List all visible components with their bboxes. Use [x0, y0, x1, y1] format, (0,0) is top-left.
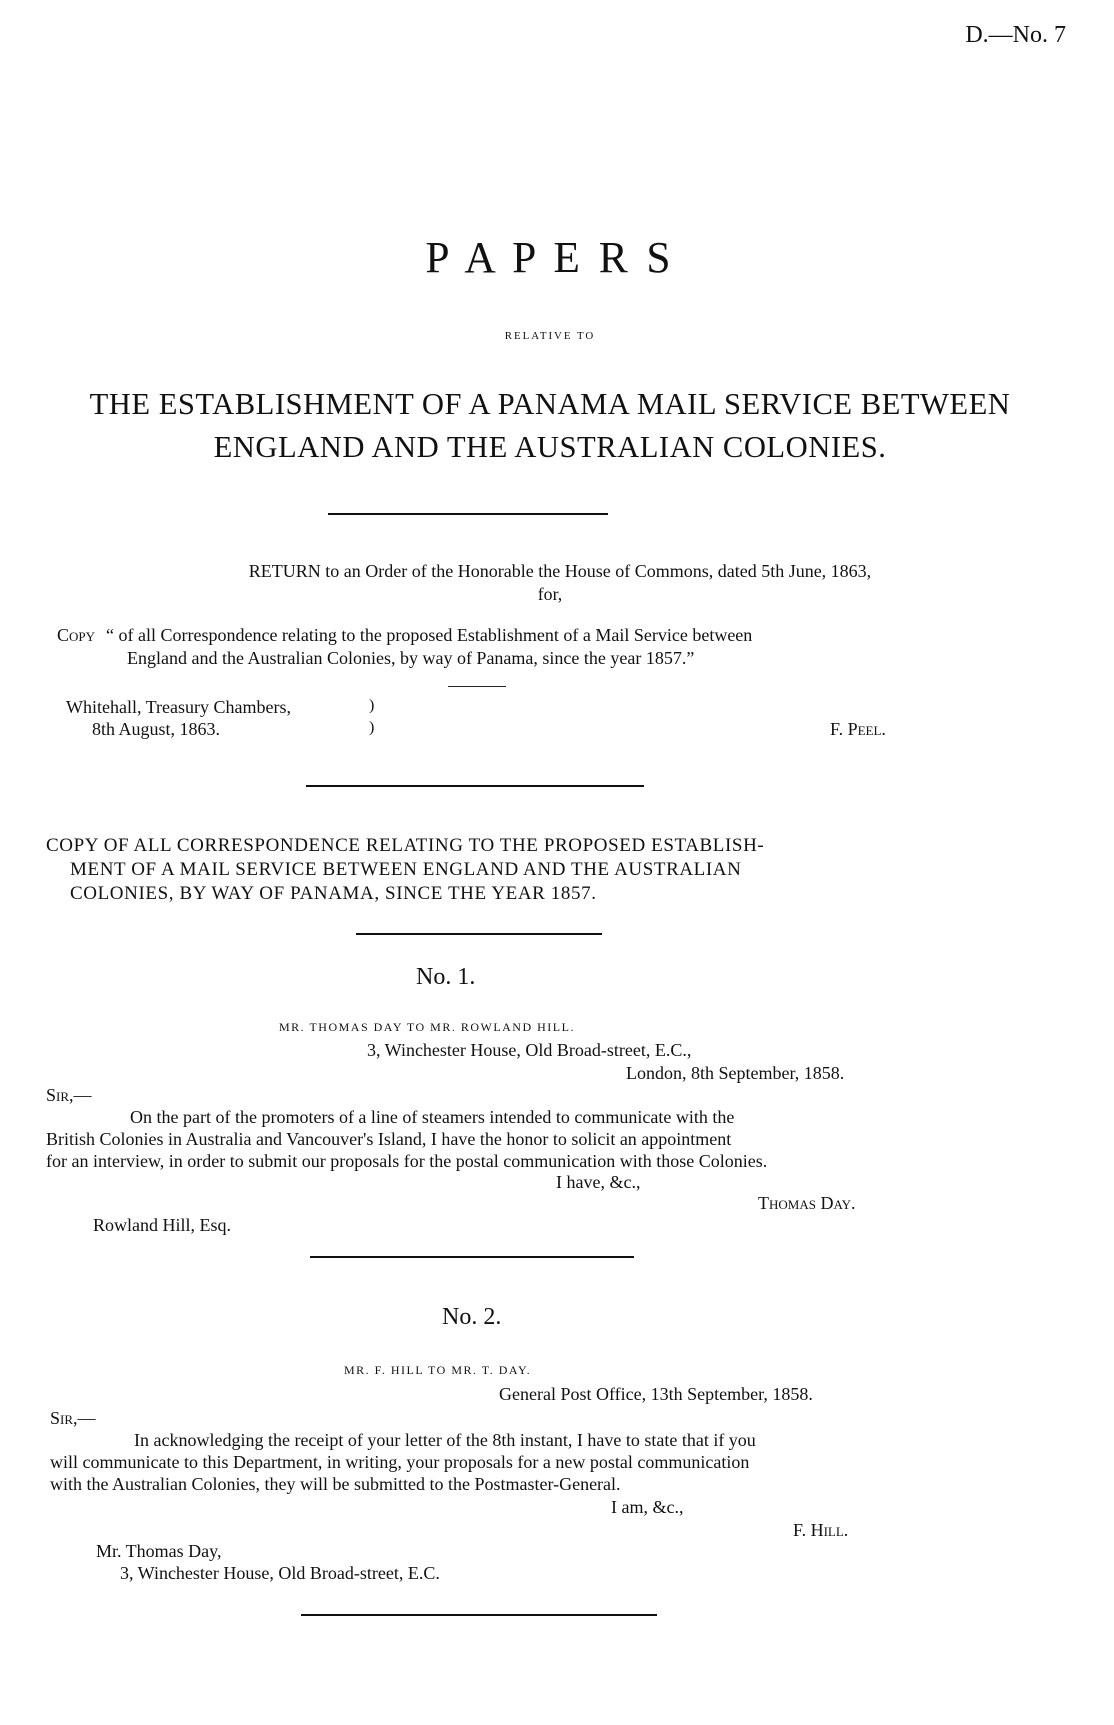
correspondence-heading-line-1: COPY OF ALL CORRESPONDENCE RELATING TO THE PROPOSED ESTABLISH- — [46, 835, 765, 856]
letter-1-closing: I have, &c., — [556, 1172, 641, 1192]
section-divider-1 — [306, 785, 644, 787]
peel-signature: F. Peel. — [830, 719, 886, 739]
heading-line-2: ENGLAND AND THE AUSTRALIAN COLONIES. — [213, 429, 887, 464]
letter-2-salutation: Sir,— — [50, 1408, 96, 1428]
copy-line-2: England and the Australian Colonies, by way of Panama, since the year 1857.” — [127, 648, 695, 668]
return-line-1: RETURN to an Order of the Honorable the House of Commons, dated 5th June, 1863, — [248, 561, 872, 581]
document-title: P A P E R S — [425, 233, 675, 282]
letter-2-addressee-line-2: 3, Winchester House, Old Broad-street, E.C. — [120, 1563, 440, 1583]
letter-1-body-line-1: On the part of the promoters of a line of steamers intended to communicate with the — [130, 1107, 735, 1127]
origin-bracket-bottom: ) — [369, 719, 375, 736]
copy-label — [57, 625, 95, 645]
correspondence-heading-line-2: MENT OF A MAIL SERVICE BETWEEN ENGLAND AND THE AUSTRALIAN — [70, 859, 742, 880]
letter-1-date: London, 8th September, 1858. — [626, 1063, 845, 1083]
letter-2-number: No. 2. — [442, 1304, 502, 1330]
origin-line-2: 8th August, 1863. — [92, 719, 221, 739]
letter-2-body-line-1: In acknowledging the receipt of your letter of the 8th instant, I have to state that if you — [134, 1430, 756, 1450]
copy-label-text: Copy — [57, 625, 96, 645]
title-divider — [328, 513, 608, 515]
copy-short-rule — [448, 686, 506, 687]
return-line-2: for, — [537, 584, 563, 604]
letter-1-body-line-3: for an interview, in order to submit our proposals for the postal communication with those Colonies. — [46, 1151, 768, 1171]
letter-2-closing: I am, &c., — [611, 1497, 684, 1517]
letter-1-body-line-2: British Colonies in Australia and Vancouver's Island, I have the honor to solicit an appointment — [46, 1129, 732, 1149]
letter-1-number: No. 1. — [416, 964, 476, 990]
letter-1-route: MR. THOMAS DAY TO MR. ROWLAND HILL. — [279, 1020, 575, 1034]
letter-1-addressee: Rowland Hill, Esq. — [93, 1215, 231, 1235]
heading-line-1: THE ESTABLISHMENT OF A PANAMA MAIL SERVICE BETWEEN — [89, 386, 1011, 421]
letter-2-date: General Post Office, 13th September, 1858. — [499, 1384, 813, 1404]
correspondence-heading-line-3: COLONIES, BY WAY OF PANAMA, SINCE THE YEAR 1857. — [70, 883, 597, 904]
letter-2-body-line-3: with the Australian Colonies, they will be submitted to the Postmaster-General. — [50, 1474, 621, 1494]
letter-2-route: MR. F. HILL TO MR. T. DAY. — [344, 1363, 532, 1377]
section-divider-4 — [301, 1614, 657, 1616]
origin-line-1: Whitehall, Treasury Chambers, — [66, 697, 291, 717]
section-divider-2 — [356, 933, 602, 935]
letter-1-salutation: Sir,— — [46, 1085, 92, 1105]
document-subtitle: RELATIVE TO — [504, 330, 596, 342]
letter-2-body-line-2: will communicate to this Department, in writing, your proposals for a new postal communication — [50, 1452, 750, 1472]
letter-2-signature: F. Hill. — [793, 1520, 849, 1540]
letter-1-address: 3, Winchester House, Old Broad-street, E.C., — [367, 1040, 692, 1060]
origin-bracket-top: ) — [369, 697, 375, 714]
letter-1-signature: Thomas Day. — [758, 1193, 856, 1213]
page-reference: D.—No. 7 — [965, 22, 1066, 48]
section-divider-3 — [310, 1256, 634, 1258]
letter-2-addressee-line-1: Mr. Thomas Day, — [96, 1541, 222, 1561]
copy-line-1: “ of all Correspondence relating to the proposed Establishment of a Mail Service between — [106, 625, 753, 645]
